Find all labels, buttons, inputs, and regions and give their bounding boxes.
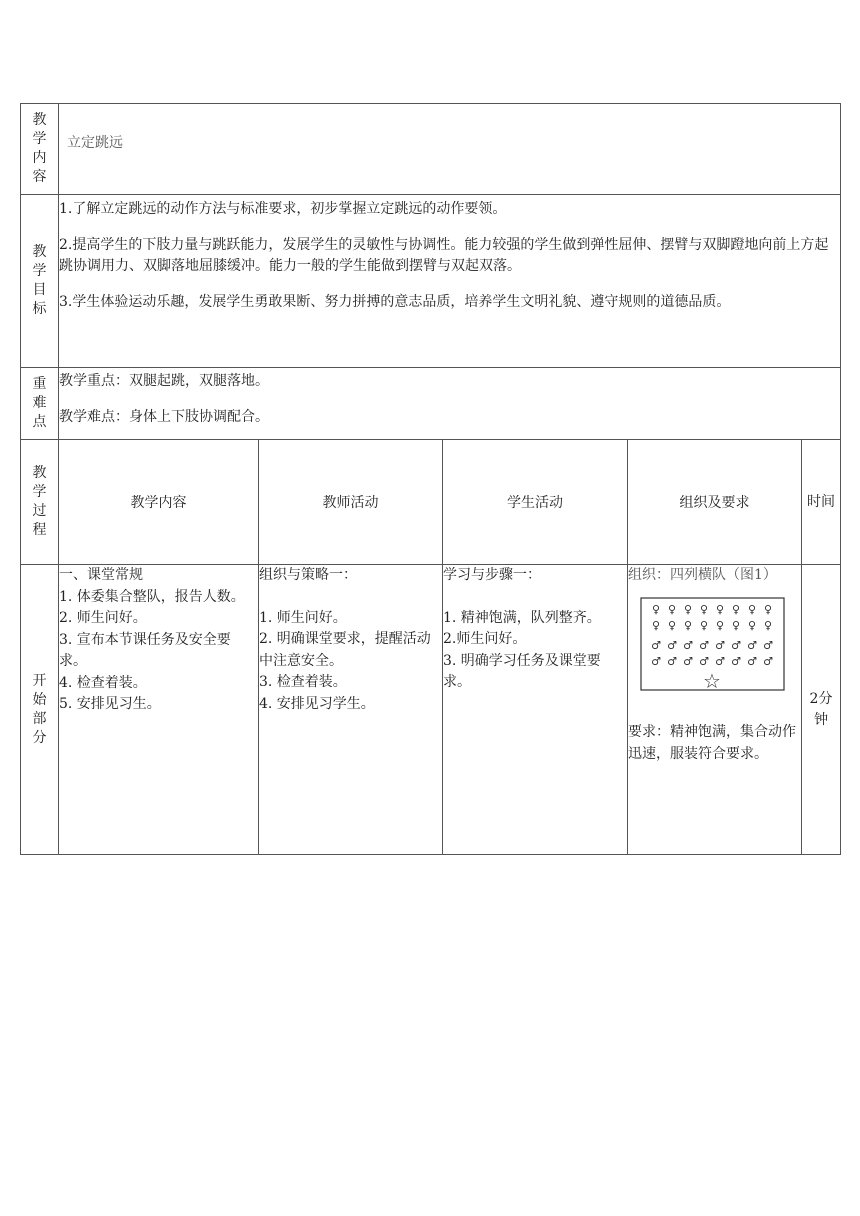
start-time: 2分 钟 bbox=[802, 565, 841, 855]
male-student-icon: ♂ bbox=[651, 654, 661, 668]
female-student-icon: ♀ bbox=[747, 618, 757, 632]
requirement-text: 要求：精神饱满，集合动作迅速，服装符合要求。 bbox=[628, 724, 796, 762]
teacher-star-icon: ☆ bbox=[703, 668, 721, 693]
male-student-icon: ♂ bbox=[667, 654, 677, 668]
goal-item: 2.提高学生的下肢力量与跳跃能力，发展学生的灵敏性与协调性。能力较强的学生做到弹性屈伸、摆臂与双脚蹬地向前上方起跳协调用力、双脚落地屈膝缓冲。能力一般的学生能做到摆臂与双起双落。 bbox=[59, 236, 829, 274]
lesson-plan-table bbox=[20, 103, 841, 855]
female-student-icon: ♀ bbox=[715, 618, 725, 632]
female-student-icon: ♀ bbox=[667, 618, 677, 632]
content-text: 立定跳远 bbox=[59, 104, 841, 195]
male-student-icon: ♂ bbox=[667, 638, 677, 652]
female-student-icon: ♀ bbox=[667, 602, 677, 616]
goals-label: 教 学 目 标 bbox=[21, 195, 59, 368]
header-organization: 组织及要求 bbox=[628, 440, 802, 565]
key-focus: 教学重点：双腿起跳，双腿落地。 bbox=[59, 373, 269, 389]
header-teacher: 教师活动 bbox=[259, 440, 443, 565]
goal-item: 1.了解立定跳远的动作方法与标准要求，初步掌握立定跳远的动作要领。 bbox=[59, 201, 507, 217]
female-student-icon: ♀ bbox=[763, 602, 773, 616]
goals-list bbox=[59, 195, 841, 368]
female-student-icon: ♀ bbox=[731, 618, 741, 632]
male-student-icon: ♂ bbox=[683, 638, 693, 652]
male-student-icon: ♂ bbox=[683, 654, 693, 668]
female-student-icon: ♀ bbox=[731, 602, 741, 616]
male-student-icon: ♂ bbox=[763, 654, 773, 668]
start-student: 学习与步骤一： 1. 精神饱满，队列整齐。 2.师生问好。 3. 明确学习任务及课堂要求。 bbox=[443, 565, 628, 855]
male-student-icon: ♂ bbox=[763, 638, 773, 652]
male-student-icon: ♂ bbox=[731, 638, 741, 652]
goal-item: 3.学生体验运动乐趣，发展学生勇敢果断、努力拼搏的意志品质，培养学生文明礼貌、遵守规则的道德品质。 bbox=[59, 293, 731, 310]
key-difficulty: 教学难点：身体上下肢协调配合。 bbox=[59, 408, 269, 425]
female-student-icon: ♀ bbox=[651, 602, 661, 616]
female-student-icon: ♀ bbox=[747, 602, 757, 616]
key-label: 重 难 点 bbox=[21, 368, 59, 440]
male-student-icon: ♂ bbox=[731, 654, 741, 668]
start-content: 一、课堂常规 1. 体委集合整队，报告人数。 2. 师生问好。 3. 宣布本节课任务及安全要求。 4. 检查着装。 5. 安排见习生。 bbox=[59, 565, 259, 855]
male-student-icon: ♂ bbox=[699, 654, 709, 668]
male-student-icon: ♂ bbox=[699, 638, 709, 652]
female-student-icon: ♀ bbox=[715, 602, 725, 616]
content-label: 教 学 内 容 bbox=[21, 104, 59, 195]
female-student-icon: ♀ bbox=[683, 602, 693, 616]
female-student-icon: ♀ bbox=[763, 618, 773, 632]
female-student-icon: ♀ bbox=[699, 618, 709, 632]
female-student-icon: ♀ bbox=[651, 618, 661, 632]
start-teacher: 组织与策略一： 1. 师生问好。 2. 明确课堂要求，提醒活动中注意安全。 3. 检查着装。 4. 安排见习学生。 bbox=[259, 565, 443, 855]
start-label: 开 始 部 分 bbox=[21, 565, 59, 855]
start-organization bbox=[628, 565, 802, 855]
female-student-icon: ♀ bbox=[699, 602, 709, 616]
male-student-icon: ♂ bbox=[651, 638, 661, 652]
male-student-icon: ♂ bbox=[747, 654, 757, 668]
header-time: 时间 bbox=[802, 440, 841, 565]
formation-diagram bbox=[640, 597, 786, 693]
male-student-icon: ♂ bbox=[715, 638, 725, 652]
female-student-icon: ♀ bbox=[683, 618, 693, 632]
key-points bbox=[59, 368, 841, 440]
process-label: 教 学 过 程 bbox=[21, 440, 59, 565]
header-student: 学生活动 bbox=[443, 440, 628, 565]
org-text: 组织：四列横队（图1） bbox=[628, 567, 777, 583]
male-student-icon: ♂ bbox=[715, 654, 725, 668]
header-content: 教学内容 bbox=[59, 440, 259, 565]
male-student-icon: ♂ bbox=[747, 638, 757, 652]
